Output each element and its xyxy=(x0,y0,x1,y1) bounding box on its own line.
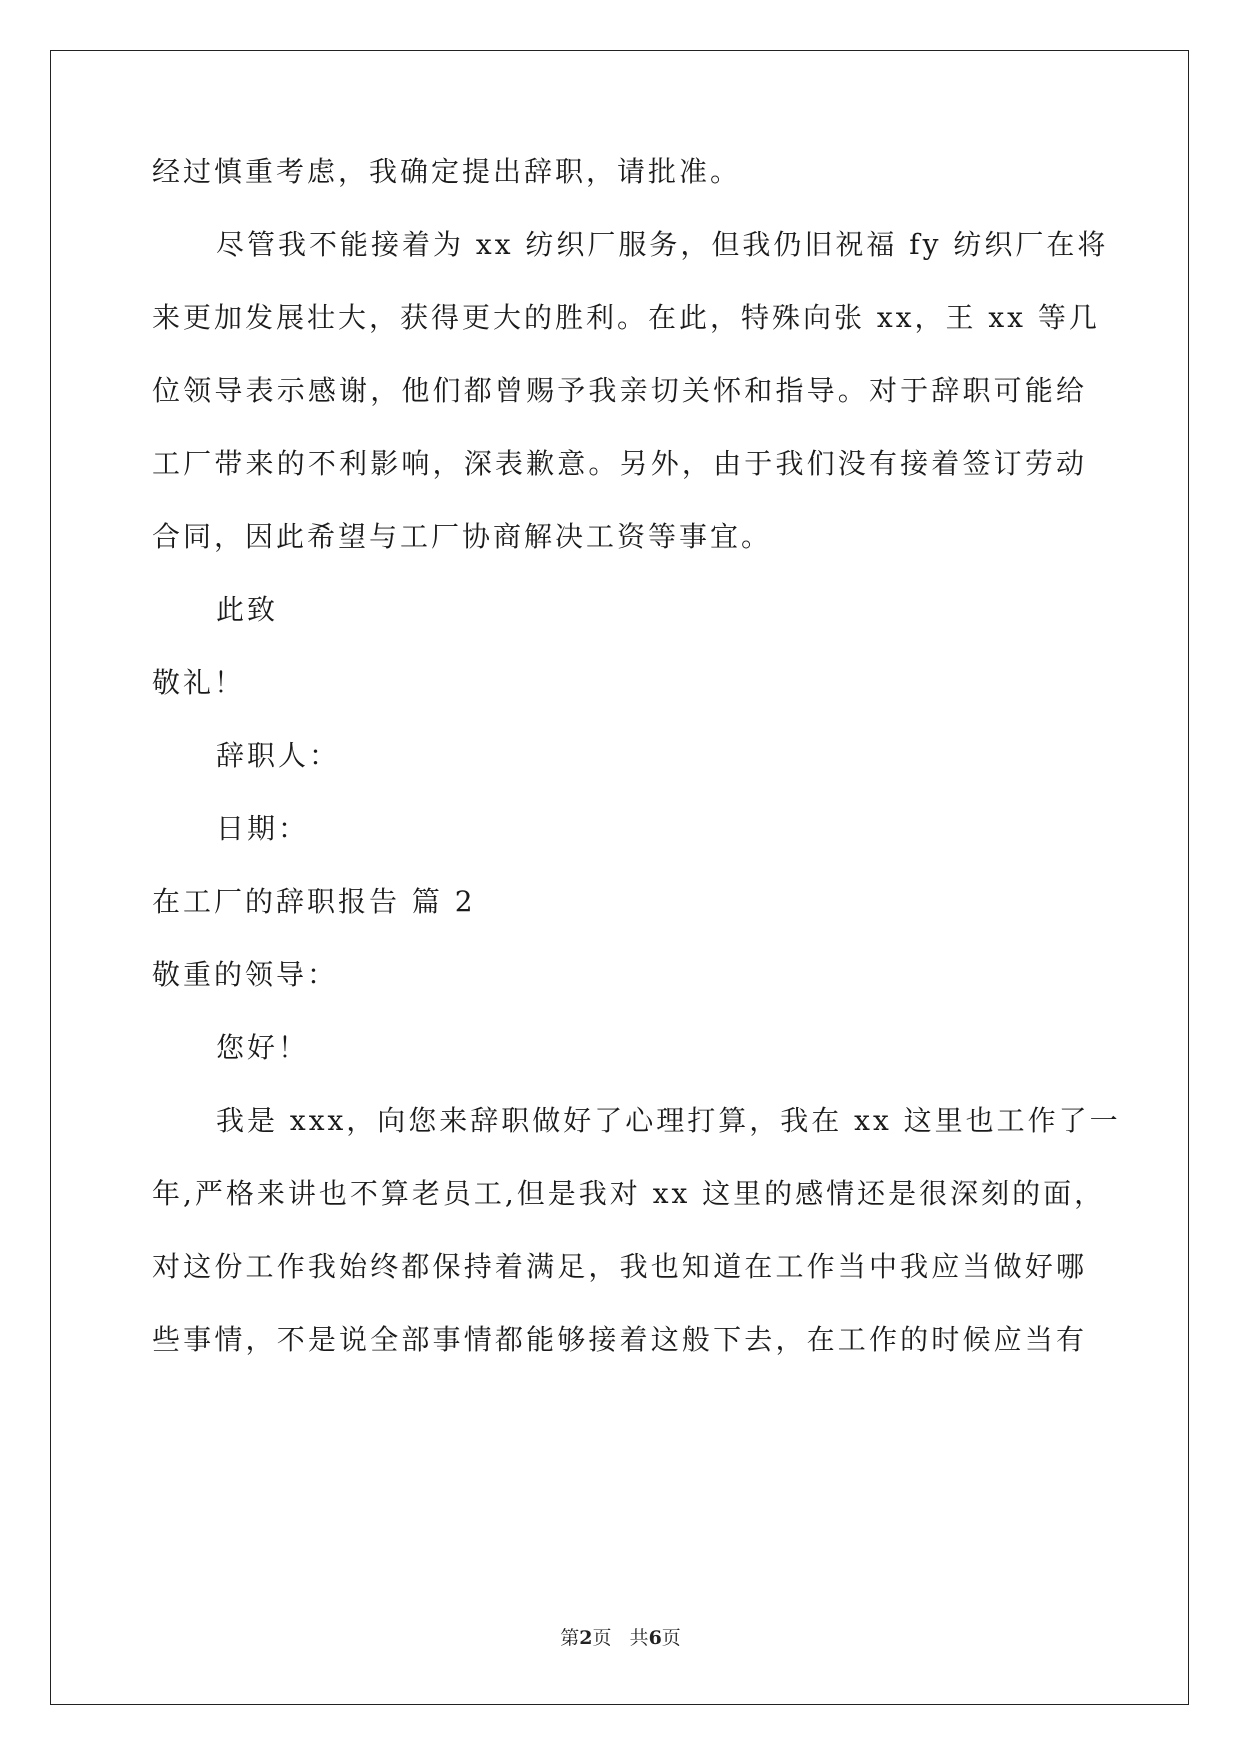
text-line: 些事情，不是说全部事情都能够接着这般下去，在工作的时候应当有 xyxy=(152,1323,1087,1356)
text-line: 合同，因此希望与工厂协商解决工资等事宜。 xyxy=(152,520,773,553)
page-prefix: 第 xyxy=(560,1627,580,1649)
current-page-number: 2 xyxy=(579,1627,593,1649)
greeting: 您好！ xyxy=(216,1031,310,1064)
date-label: 日期： xyxy=(216,812,310,845)
page-suffix: 页 xyxy=(661,1627,681,1649)
total-page-number: 6 xyxy=(648,1627,662,1649)
text-line: 位领导表示感谢，他们都曾赐予我亲切关怀和指导。对于辞职可能给 xyxy=(152,374,1087,407)
text-line: 来更加发展壮大，获得更大的胜利。在此，特殊向张 xx，王 xx 等几 xyxy=(152,301,1100,334)
page-middle-text: 页 共 xyxy=(592,1627,649,1649)
text-line: 年,严格来讲也不算老员工,但是我对 xx 这里的感情还是很深刻的面， xyxy=(152,1177,1106,1210)
closing-salutation: 此致 xyxy=(216,593,279,626)
text-line: 我是 xxx，向您来辞职做好了心理打算，我在 xx 这里也工作了一 xyxy=(216,1104,1121,1137)
text-line: 尽管我不能接着为 xx 纺织厂服务，但我仍旧祝福 fy 纺织厂在将 xyxy=(216,228,1109,261)
closing-regards: 敬礼！ xyxy=(152,666,246,699)
signature-label: 辞职人： xyxy=(216,739,341,772)
text-line: 经过慎重考虑，我确定提出辞职，请批准。 xyxy=(152,155,742,188)
section-title: 在工厂的辞职报告 篇 2 xyxy=(152,885,476,918)
text-line: 对这份工作我始终都保持着满足，我也知道在工作当中我应当做好哪 xyxy=(152,1250,1087,1283)
page-number-footer xyxy=(0,1626,1241,1650)
greeting-recipient: 敬重的领导： xyxy=(152,958,339,991)
text-line: 工厂带来的不利影响，深表歉意。另外，由于我们没有接着签订劳动 xyxy=(152,447,1087,480)
